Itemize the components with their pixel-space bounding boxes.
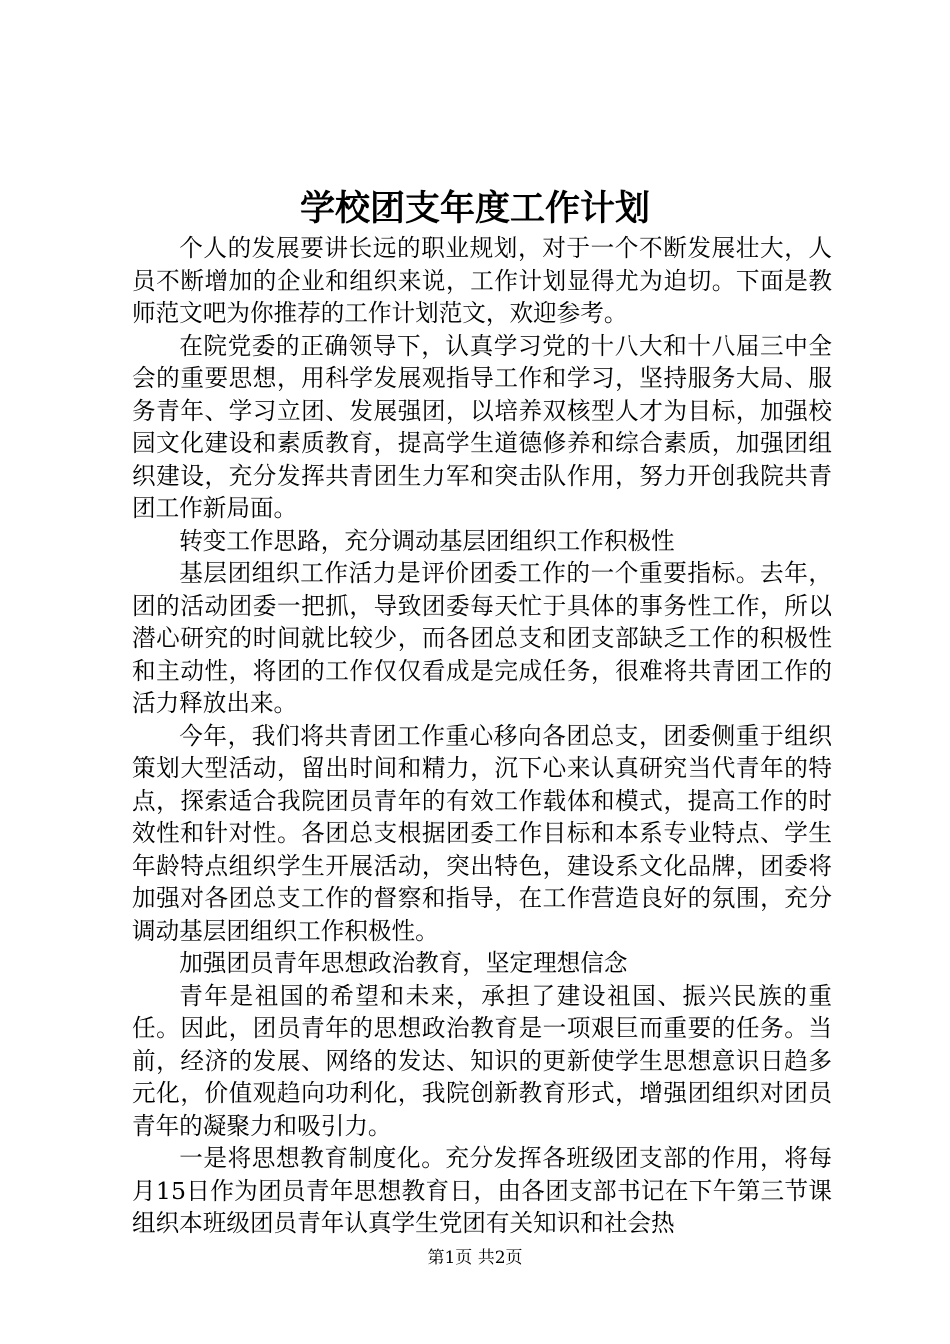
paragraph-youth: 青年是祖国的希望和未来，承担了建设祖国、振兴民族的重任。因此，团员青年的思想政治教育是一项艰巨而重要的任务。当前，经济的发展、网络的发达、知识的更新使学生思想意识日趋多元化，价值观趋向功利化，我院创新教育形式，增强团组织对团员青年的凝聚力和吸引力。 — [132, 981, 832, 1140]
section-heading-1: 转变工作思路，充分调动基层团组织工作积极性 — [179, 526, 675, 555]
paragraph-intro: 个人的发展要讲长远的职业规划，对于一个不断发展壮大，人员不断增加的企业和组织来说，工作计划显得尤为迫切。下面是教师范文吧为你推荐的工作计划范文，欢迎参考。 — [132, 234, 832, 327]
paragraph-this-year: 今年，我们将共青团工作重心移向各团总支，团委侧重于组织策划大型活动，留出时间和精力，沉下心来认真研究当代青年的特点，探索适合我院团员青年的有效工作载体和模式，提高工作的时效性和针对性。各团总支根据团委工作目标和本系专业特点、学生年龄特点组织学生开展活动，突出特色，建设系文化品牌，团委将加强对各团总支工作的督察和指导，在工作营造良好的氛围，充分调动基层团组织工作积极性。 — [132, 721, 832, 945]
section-heading-2: 加强团员青年思想政治教育，坚定理想信念 — [179, 949, 628, 977]
document-title: 学校团支年度工作计划 — [299, 188, 650, 229]
paragraph-guidance: 在院党委的正确领导下，认真学习党的十八大和十八届三中全会的重要思想，用科学发展观指导工作和学习，坚持服务大局、服务青年、学习立团、发展强团，以培养双核型人才为目标，加强校园文化建设和素质教育，提高学生道德修养和综合素质，加强团组织建设，充分发挥共青团生力军和突击队作用，努力开创我院共青团工作新局面。 — [132, 331, 832, 522]
document-body — [132, 232, 832, 1240]
paragraph-grassroots: 基层团组织工作活力是评价团委工作的一个重要指标。去年，团的活动团委一把抓，导致团委每天忙于具体的事务性工作，所以潜心研究的时间就比较少，而各团总支和团支部缺乏工作的积极性和主动性，将团的工作仅仅看成是完成任务，很难将共青团工作的活力释放出来。 — [132, 559, 832, 717]
page-footer: 第1页 共2页 — [427, 1248, 523, 1268]
paragraph-first-point: 一是将思想教育制度化。充分发挥各班级团支部的作用，将每月15日作为团员青年思想教育日，由各团支部书记在下午第三节课组织本班级团员青年认真学生党团有关知识和社会热 — [132, 1144, 832, 1237]
